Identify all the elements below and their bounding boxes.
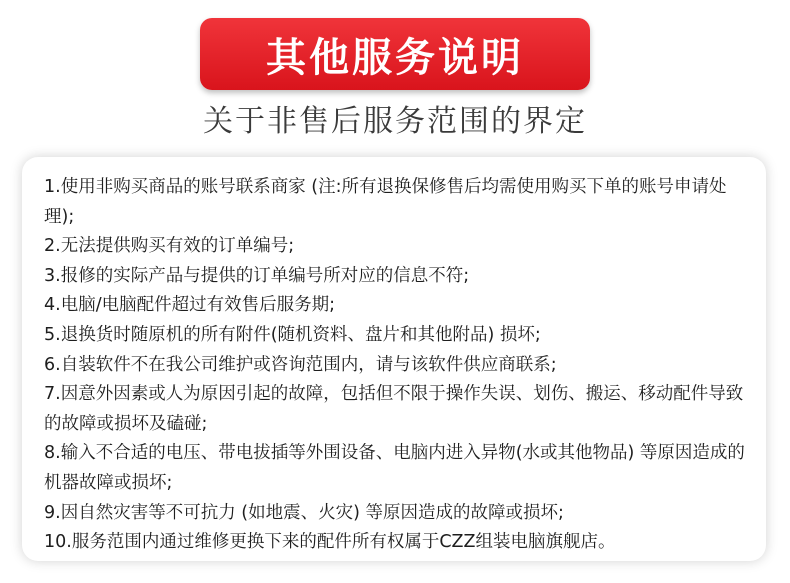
- list-item: 2.无法提供购买有效的订单编号;: [44, 236, 295, 257]
- list-item: 10.服务范围内通过维修更换下来的配件所有权属于CZZ组装电脑旗舰店。: [44, 532, 616, 553]
- list-item: 1.使用非购买商品的账号联系商家 (注:所有退换保修售后均需使用购买下单的账号申请处理);: [44, 177, 727, 227]
- terms-card: [22, 157, 766, 561]
- list-item: 4.电脑/电脑配件超过有效售后服务期;: [44, 295, 335, 316]
- page-subtitle: 关于非售后服务范围的界定: [203, 104, 587, 139]
- list-item: 3.报修的实际产品与提供的订单编号所对应的信息不符;: [44, 265, 470, 286]
- list-item: 9.因自然灾害等不可抗力 (如地震、火灾) 等原因造成的故障或损坏;: [44, 502, 564, 523]
- list-item: 8.输入不合适的电压、带电拔插等外围设备、电脑内进入异物(水或其他物品) 等原因造成的机器故障或损坏;: [44, 443, 745, 493]
- title-banner: [200, 18, 590, 90]
- list-item: 6.自装软件不在我公司维护或咨询范围内，请与该软件供应商联系;: [44, 354, 557, 375]
- list-item: 7.因意外因素或人为原因引起的故障，包括但不限于操作失误、划伤、搬运、移动配件导致的故障或损坏及磕碰;: [44, 384, 744, 434]
- list-item: 5.退换货时随原机的所有附件(随机资料、盘片和其他附品) 损坏;: [44, 324, 541, 345]
- page-title: 其他服务说明: [266, 34, 524, 81]
